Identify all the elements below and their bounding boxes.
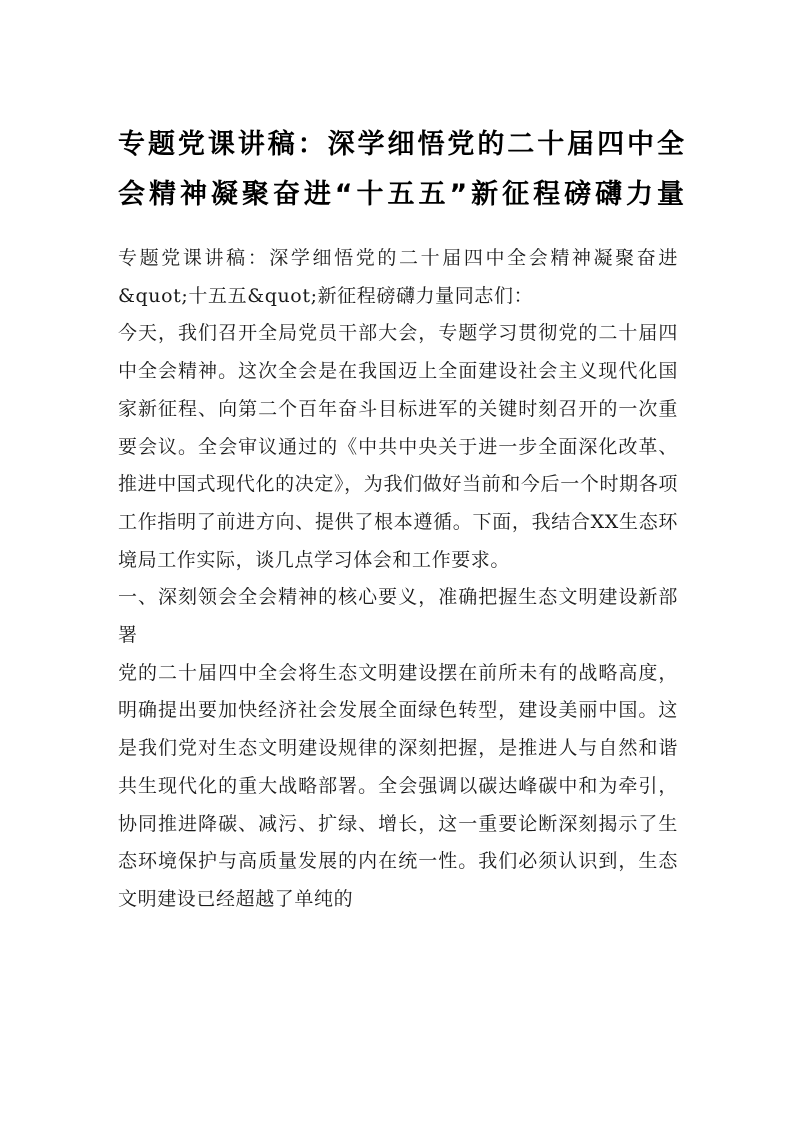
document-body (118, 240, 678, 919)
document-title (118, 120, 684, 220)
paragraph-section-1: 党的二十届四中全会将生态文明建设摆在前所未有的战略高度，明确提出要加快经济社会发展全面绿色转型，建设美丽中国。这是我们党对生态文明建设规律的深刻把握，是推进人与自然和谐共生现代化的重大战略部署。全会强调以碳达峰碳中和为牵引，协同推进降碳、减污、扩绿、增长，这一重要论断深刻揭示了生态环境保护与高质量发展的内在统一性。我们必须认识到，生态文明建设已经超越了单纯的 (118, 661, 678, 910)
section-heading-1: 一、深刻领会全会精神的核心要义，准确把握生态文明建设新部署 (118, 586, 678, 647)
title-line-2: 会精神凝聚奋进“十五五”新征程磅礴力量 (118, 179, 684, 210)
paragraph-intro: 今天，我们召开全局党员干部大会，专题学习贯彻党的二十届四中全会精神。这次全会是在我国迈上全面建设社会主义现代化国家新征程、向第二个百年奋斗目标进军的关键时刻召开的一次重要会议。全会审议通过的《中共中央关于进一步全面深化改革、推进中国式现代化的决定》，为我们做好当前和今后一个时期各项工作指明了前进方向、提供了根本遵循。下面，我结合XX生态环境局工作实际，谈几点学习体会和工作要求。 (118, 322, 678, 571)
title-line-1: 专题党课讲稿：深学细悟党的二十届四中全 (118, 129, 684, 160)
paragraph-salutation: 专题党课讲稿：深学细悟党的二十届四中全会精神凝聚奋进&quot;十五五&quot;新征程磅礴力量同志们： (118, 247, 678, 307)
